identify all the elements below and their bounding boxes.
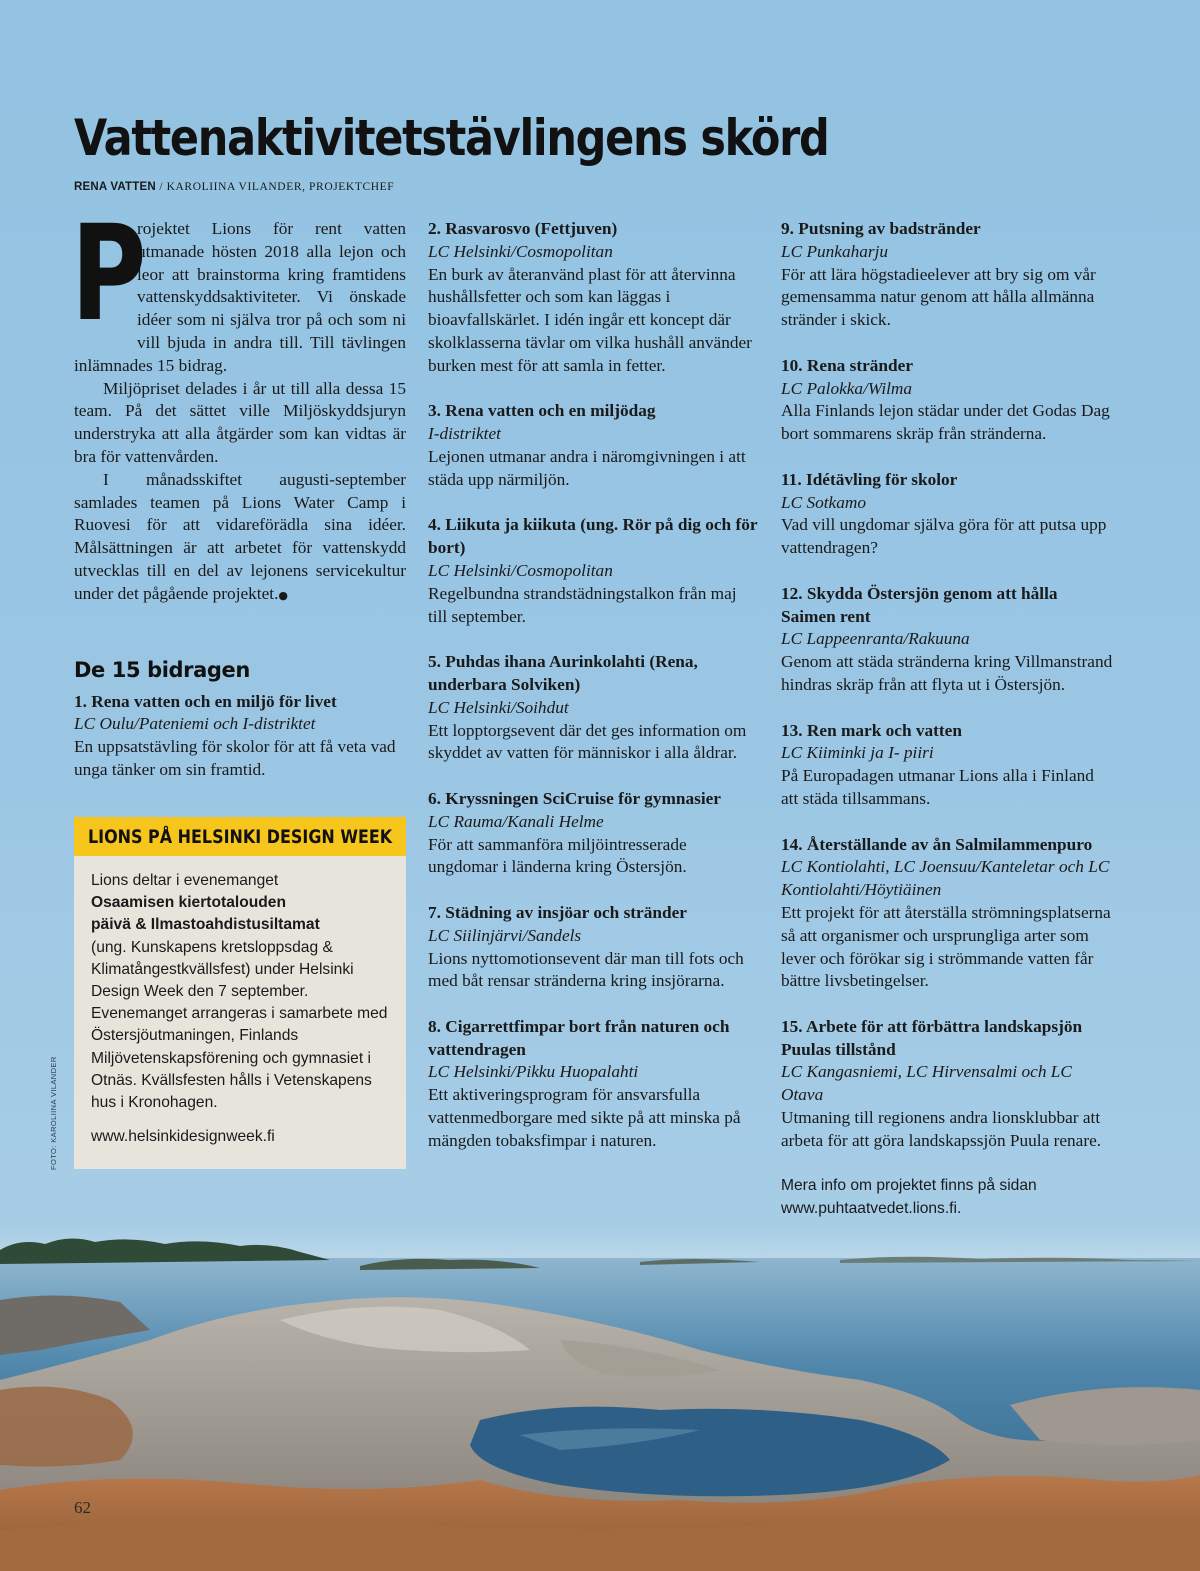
- entry-club: LC Helsinki/Soihdut: [428, 697, 569, 717]
- entry-club: LC Lappeenranta/Rakuuna: [781, 629, 970, 649]
- entry-text: Alla Finlands lejon städar under det Godas Dag bort sommarens skräp från stränderna.: [781, 401, 1110, 444]
- entry-text: Ett aktiveringsprogram för ansvarsfulla vattenmedborgare med sikte på att minska på mängden tobaksfimpar i naturen.: [428, 1085, 741, 1150]
- entry-title: 4. Liikuta ja kiikuta (ung. Rör på dig och för bort): [428, 515, 758, 558]
- entry-title: 2. Rasvarosvo (Fettjuven): [428, 219, 618, 238]
- entry-title: 12. Skydda Östersjön genom att hålla Saimen rent: [781, 583, 1058, 626]
- byline-section: RENA VATTEN: [74, 181, 156, 193]
- entry-title: 6. Kryssningen SciCruise för gymnasier: [428, 788, 721, 808]
- entry-club: LC Helsinki/Cosmopolitan: [428, 241, 613, 261]
- entry-9: [781, 218, 1115, 332]
- column-1: [71, 197, 406, 805]
- drop-cap: P: [71, 197, 147, 351]
- entry-text: En burk av återanvänd plast för att återvinna hushållsfetter och som kan läggas i bioavfallskärlet. I idén ingår ett koncept där skolklasserna tävlar om vilka hushåll använder burken mest för att samla in fetter.: [428, 264, 752, 375]
- entry-text: På Europadagen utmanar Lions alla i Finland att städa tillsammans.: [781, 766, 1094, 808]
- intro-text: [71, 197, 406, 608]
- page-number: 62: [74, 1498, 91, 1517]
- entry-text: Genom att städa stränderna kring Villmanstrand hindras skräp från att flyta ut i Östersjön.: [781, 652, 1113, 694]
- box-event-name: Osaamisen kiertotalouden: [91, 894, 286, 912]
- entry-title: 3. Rena vatten och en miljödag: [428, 401, 656, 421]
- entry-text: Lions nyttomotionsevent där man till fots och med båt rensar stränderna kring insjörarna.: [428, 948, 744, 991]
- entry-text: Ett lopptorgsevent där det ges information om skyddet av vatten för människor i alla åldrar.: [428, 720, 747, 763]
- entry-title: 5. Puhdas ihana Aurinkolahti (Rena, underbara Solviken): [428, 652, 698, 694]
- entry-13: [781, 720, 1115, 811]
- byline-separator: /: [159, 181, 164, 193]
- entry-text: En uppsatstävling för skolor för att få veta vad unga tänker om sin framtid.: [74, 737, 396, 779]
- entry-6: [428, 788, 760, 879]
- entry-title: 10. Rena stränder: [781, 355, 913, 375]
- box-url-link[interactable]: www.helsinkidesignweek.fi: [91, 1128, 275, 1146]
- entry-title: 15. Arbete för att förbättra landskapsjön Puulas tillstånd: [781, 1016, 1083, 1059]
- entry-1: [74, 691, 406, 782]
- photo-credit: FOTO: KAROLIINA VILANDER: [49, 1056, 58, 1170]
- entry-14: [781, 834, 1115, 994]
- entry-club: LC Oulu/Pateniemi och I-distriktet: [74, 714, 316, 734]
- entry-club: LC Siilinjärvi/Sandels: [428, 925, 582, 945]
- box-text: (ung. Kunskapens kretsloppsdag & Klimatångestkvällsfest) under Helsinki Design Week den 7 september. Evenemanget arrangeras i samarbete med Östersjöutmaningen, Finlands Miljövetenskapsförening och gymnasiet i Otnäs. Kvällsfesten hålls i Vetenskapens hus i Kronohagen.: [91, 938, 388, 1112]
- more-info-text: Mera info om projektet finns på sidan: [781, 1177, 1037, 1195]
- entry-text: För att lära högstadieelever att bry sig om vår gemensamma natur genom att hålla allmänna stränder i skick.: [781, 264, 1096, 330]
- box-header: LIONS PÅ HELSINKI DESIGN WEEK: [74, 817, 406, 856]
- entry-text: Ett projekt för att återställa strömningsplatserna så att organismer och ursprungliga arter som lever och förökar sig i strömmande vatten får bättre livsbetingelser.: [781, 902, 1111, 991]
- entry-text: Lejonen utmanar andra i näromgivningen i att städa upp närmiljön.: [428, 446, 746, 489]
- entry-club: LC Helsinki/Pikku Huopalahti: [428, 1062, 639, 1082]
- entry-7: [428, 902, 760, 993]
- entry-club: LC Punkaharju: [781, 241, 889, 261]
- article-title: Vattenaktivitetstävlingens skörd: [74, 109, 829, 167]
- entry-10: [781, 355, 1115, 446]
- more-info-link[interactable]: www.puhtaatvedet.lions.fi.: [781, 1199, 962, 1217]
- intro-paragraph: P rojektet Lions för rent vatten utmanade hösten 2018 alla lejon och leor att brainstorma kring framtidens vattenskyddsaktiviteter. Vi önskade idéer som ni själva tror på och som ni vill bjuda in andra till. Till tävlingen inlämnades 15 bidrag.: [71, 197, 406, 375]
- entry-text: Regelbundna strandstädningstalkon från maj till september.: [428, 583, 737, 626]
- box-line: Lions deltar i evenemanget: [91, 872, 279, 889]
- box-body: [74, 856, 406, 1148]
- entry-text: Vad vill ungdomar själva göra för att putsa upp vattendragen?: [781, 515, 1107, 558]
- list-heading: De 15 bidragen: [74, 657, 250, 682]
- entry-title: 11. Idétävling för skolor: [781, 469, 958, 489]
- entry-club: LC Kangasniemi, LC Hirvensalmi och LC Otava: [781, 1062, 1072, 1105]
- entry-2: [428, 218, 760, 378]
- entry-title: 1. Rena vatten och en miljö för livet: [74, 691, 337, 711]
- entry-club: LC Rauma/Kanali Helme: [428, 811, 604, 831]
- column-2: [428, 218, 760, 1175]
- entry-club: LC Sotkamo: [781, 492, 866, 512]
- entry-5: [428, 651, 760, 765]
- entry-text: Utmaning till regionens andra lionsklubbar att arbeta för att göra landskapssjön Puula renare.: [781, 1108, 1102, 1150]
- more-info: [781, 1175, 1115, 1219]
- entry-club: LC Helsinki/Cosmopolitan: [428, 560, 613, 580]
- entry-8: [428, 1016, 760, 1153]
- intro-paragraph: Miljöpriset delades i år ut till alla dessa 15 team. På det sättet ville Miljöskyddsjuryn understryka att alla åtgärder som kan vidtas är bra för vattenvården.: [74, 378, 406, 466]
- entry-club: LC Kontiolahti, LC Joensuu/Kanteletar och LC Kontiolahti/Höytiäinen: [781, 857, 1110, 900]
- entry-club: LC Palokka/Wilma: [781, 378, 913, 398]
- entry-11: [781, 469, 1115, 560]
- entry-title: 8. Cigarrettfimpar bort från naturen och vattendragen: [428, 1016, 730, 1059]
- entry-15: [781, 1016, 1115, 1153]
- box-event-name: päivä & Ilmastoahdistusiltamat: [91, 916, 320, 934]
- entry-4: [428, 514, 760, 628]
- entry-title: 9. Putsning av badstränder: [781, 219, 981, 238]
- coastal-landscape-photo: [0, 1230, 1200, 1571]
- entry-club: I-distriktet: [428, 424, 501, 444]
- byline-author: KAROLIINA VILANDER, PROJEKTCHEF: [166, 181, 395, 193]
- entry-title: 14. Återställande av ån Salmilammenpuro: [781, 834, 1093, 854]
- entry-3: [428, 400, 760, 491]
- end-mark: ●: [278, 588, 289, 602]
- entry-12: [781, 583, 1115, 697]
- intro-paragraph: I månadsskiftet augusti-september samlades teamen på Lions Water Camp i Ruovesi för att vidareförädla sina idéer. Målsättningen är att arbetet för vattenskydd utvecklas till en del av lejonens servicekultur under det pågående projektet.●: [74, 469, 406, 603]
- entry-club: LC Kiiminki ja I- piiri: [781, 743, 934, 763]
- byline: [74, 181, 394, 193]
- design-week-box: [74, 817, 406, 1169]
- entry-title: 13. Ren mark och vatten: [781, 720, 962, 740]
- column-3: [781, 218, 1115, 1220]
- entry-text: För att sammanföra miljöintresserade ungdomar i länderna kring Östersjön.: [428, 834, 687, 877]
- entry-title: 7. Städning av insjöar och stränder: [428, 902, 687, 922]
